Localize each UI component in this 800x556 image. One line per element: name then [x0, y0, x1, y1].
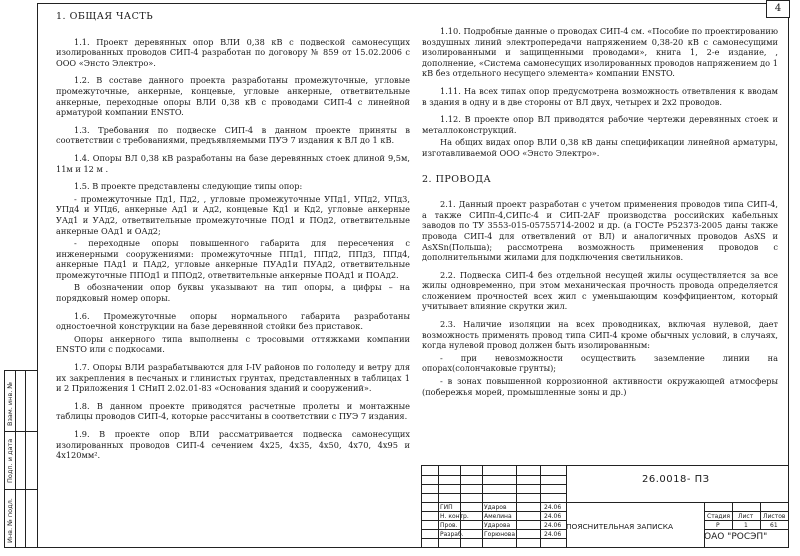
- sheets-value: 61: [770, 522, 778, 529]
- paragraph-2-2: 2.2. Подвеска СИП-4 без отдельной несущей жилы осуществляется за все жилы одновременно, при этом механическая прочность провода определяется сложением прочностей всех жил с уменьшающим коэффициентом, который учитывает влияние скрутки жил.: [422, 269, 778, 312]
- signer-date: 24.06: [544, 522, 562, 529]
- signer-role: Н. контр.: [440, 513, 469, 520]
- paragraph-1-1: 1.1. Проект деревянных опор ВЛИ 0,38 кВ с подвеской самонесущих изолированных проводов СИП-4 разработан по договору № 859 от 15.02.2006 с ООО «Энсто Электро».: [56, 36, 410, 68]
- section-heading-2: 2. ПРОВОДА: [422, 173, 492, 185]
- signer-role: Разраб.: [440, 531, 464, 538]
- margin-label-replace: Взам. инв. №: [6, 381, 14, 426]
- signer-date: 24.06: [544, 513, 562, 520]
- paragraph-2-3: 2.3. Наличие изоляции на всех проводниках, включая нулевой, дает возможность применять провод типа СИП-4 кроме обычных условий, в случаях, когда нулевой провод должен быть изолированным:: [422, 319, 778, 351]
- signer-date: 24.06: [544, 531, 562, 538]
- document-code: 26.0018- ПЗ: [642, 474, 710, 485]
- paragraph-1-2: 1.2. В составе данного проекта разработаны промежуточные, угловые промежуточные, анкерные, концевые, угловые анкерные, ответвительные анкерные, переходные опоры ВЛИ 0,38 кВ с проводами СИП-4 с линейной арматурой компании ENSTO.: [56, 75, 410, 118]
- paragraph-1-5-list-b: - переходные опоры повышенного габарита для пересечения с инженерными сооружениями: промежуточные ППд1, ППд2, ППд3, ППд4, анкерные ПАд1 и ПАд2, угловые анкерные ПУАд1и ПУАд2, ответвительные промежуточные ППОд1 и ППОд2, ответвительные анкерные ПОАд1 и ПОАд2.: [56, 238, 410, 280]
- paragraph-1-6-note: Опоры анкерного типа выполнены с тросовыми оттяжками компании ENSTO или с подкосами.: [56, 333, 410, 355]
- sheet-header: Лист: [738, 513, 754, 520]
- paragraph-1-4: 1.4. Опоры ВЛ 0,38 кВ разработаны на базе деревянных стоек длиной 9,5м, 11м и 12 м .: [56, 152, 410, 174]
- left-column: [56, 12, 410, 468]
- signer-name: Амелина: [484, 513, 512, 520]
- signer-name: Ударов: [484, 504, 507, 511]
- right-column: [422, 26, 778, 404]
- signer-name: Горюнова: [484, 531, 515, 538]
- paragraph-1-3: 1.3. Требования по подвеске СИП-4 в данном проекте приняты в соответствии с требованиями, предъявляемыми ПУЭ 7 издания к ВЛ до 1 кВ.: [56, 124, 410, 146]
- document-title: ПОЯСНИТЕЛЬНАЯ ЗАПИСКА: [566, 522, 674, 531]
- paragraph-1-5-note: В обозначении опор буквы указывают на тип опоры, а цифры – на порядковый номер опоры.: [56, 282, 410, 304]
- paragraph-1-6: 1.6. Промежуточные опоры нормального габарита разработаны одностоечной конструкции на базе деревянной стойки без приставок.: [56, 310, 410, 332]
- paragraph-1-10: 1.10. Подробные данные о проводах СИП-4 см. «Пособие по проектированию воздушных линий электропередачи напряжением 0,38-20 кВ с самонесущими изолированными и защищенными проводами», книга 1, 2-е издание, , дополнение, «Система самонесущих изолированных проводов напряжением до 1 кВ без отдельного несущего элемента» компании ENSTO.: [422, 26, 778, 79]
- margin-label-inv: Инв. № подл.: [6, 498, 14, 543]
- stage-value: Р: [716, 522, 720, 529]
- section-heading-1: 1. ОБЩАЯ ЧАСТЬ: [56, 11, 154, 22]
- paragraph-1-11: 1.11. На всех типах опор предусмотрена возможность ответвления к вводам в здания в одну и в две стороны от ВЛ двух, четырех и 2х2 проводов.: [422, 85, 778, 107]
- margin-stamp: [4, 370, 38, 548]
- paragraph-1-12: 1.12. В проекте опор ВЛ приводятся рабочие чертежи деревянных стоек и металлоконструкций.: [422, 114, 778, 135]
- margin-label-sign: Подп. и дата: [6, 438, 14, 483]
- paragraph-1-8: 1.8. В данном проекте приводятся расчетные пролеты и монтажные таблицы проводов СИП-4, которые рассчитаны в соответствии с ПУЭ 7 издания.: [56, 400, 410, 422]
- paragraph-2-1: 2.1. Данный проект разработан с учетом применения проводов типа СИП-4, а также СИПп-4,СИПс-4 и СИП-2АF производства российских кабельных заводов по ТУ 3553-015-05755714-2002 и др. (а ГОСТе Р52373-2005 даны также провода СИП-4 для ответвлений от ВЛ) и аналогичных проводов AsXS и AsXSn(Польша); рассмотрена возможность применения проводов с дополнительными жилами для подключения светильников.: [422, 199, 778, 263]
- paragraph-1-5: 1.5. В проекте представлены следующие типы опор:: [74, 181, 303, 192]
- organization-name: ОАО "РОСЭП": [704, 532, 768, 542]
- signer-role: Пров.: [440, 522, 458, 529]
- stage-header: Стадия: [707, 513, 731, 520]
- paragraph-1-7: 1.7. Опоры ВЛИ разрабатываются для I-IV районов по гололеду и ветру для их закрепления в песчаных и глинистых грунтах, представленных в таблицах 1 и 2 Приложения 1 СНиП 2.02.01-83 «Основания зданий и сооружений».: [56, 362, 410, 394]
- paragraph-2-3-item-b: - в зонах повышенной коррозионной активности окружающей атмосферы (побережья морей, промышленные зоны и др.): [422, 376, 778, 397]
- signer-date: 24.06: [544, 504, 562, 511]
- title-block: [421, 465, 788, 547]
- paragraph-1-9: 1.9. В проекте опор ВЛИ рассматривается подвеска самонесущих изолированных проводов СИП-4 сечением 4х25, 4х35, 4х50, 4х70, 4х95 и 4х120мм².: [56, 429, 410, 461]
- paragraph-1-12-note: На общих видах опор ВЛИ 0,38 кВ даны спецификации линейной арматуры, изготавливаемой ООО «Энсто Электро».: [422, 137, 778, 158]
- signer-name: Ударова: [484, 522, 511, 529]
- page-number: 4: [766, 0, 790, 18]
- sheet-value: 1: [744, 522, 748, 529]
- signer-role: ГИП: [440, 504, 453, 511]
- paragraph-2-3-item-a: - при невозможности осуществить заземление линии на опорах(солончаковые грунты);: [422, 352, 778, 374]
- sheets-header: Листов: [763, 513, 786, 520]
- paragraph-1-5-list-a: - промежуточные Пд1, Пд2, , угловые промежуточные УПд1, УПд2, УПд3, УПд4 и УПд6, анкерные Ад1 и Ад2, концевые Кд1 и Кд2, угловые анкерные УАд1 и УАд2, ответвительные промежуточные ПОд1 и ПОд2, ответвительные анкерные ОАд1 и ОАд2;: [56, 193, 410, 236]
